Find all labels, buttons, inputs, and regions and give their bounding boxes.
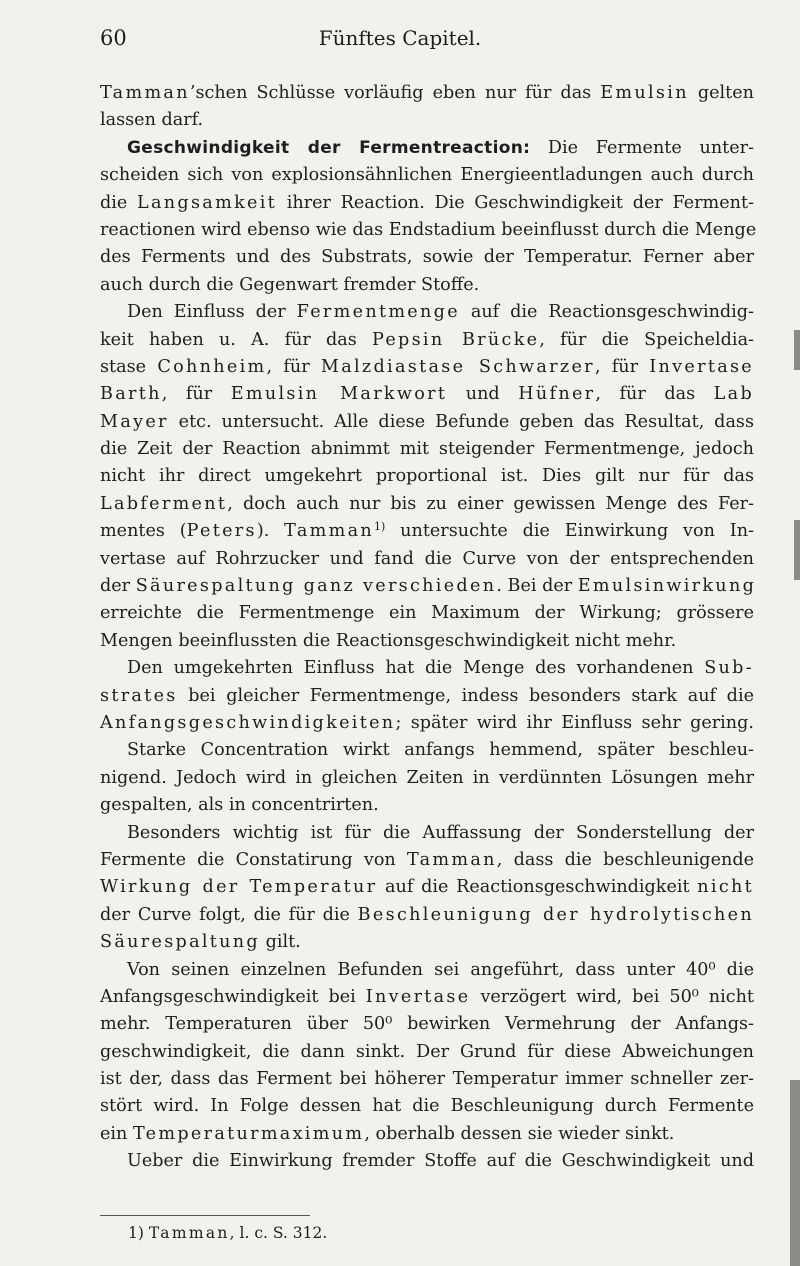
text-line: keit haben u. A. für das Pepsin Brücke, für die Speicheldia-	[100, 329, 754, 350]
text-line: auch durch die Gegenwart fremder Stoffe.	[100, 274, 480, 295]
text-line: Anfangsgeschwindigkeit bei Invertase verzögert wird, bei 50⁰ nicht	[100, 986, 754, 1007]
footnote-reference: 1)	[374, 520, 386, 534]
scan-edge-shadow	[794, 330, 800, 370]
text-line: der Säurespaltung ganz verschieden. Bei der Emulsinwirkung	[100, 576, 757, 597]
text-line: Anfangsgeschwindigkeiten; später wird ihr Einfluss sehr gering.	[100, 712, 754, 733]
text-line: Barth, für Emulsin Markwort und Hüfner, für das Lab	[100, 384, 755, 405]
page-header	[0, 26, 800, 56]
text-line: Den Einfluss der Fermentmenge auf die Reactionsgeschwindig-	[127, 302, 754, 323]
text-line: Starke Concentration wirkt anfangs hemmend, später beschleu-	[127, 740, 754, 761]
text-line: stase Cohnheim, für Malzdiastase Schwarzer, für Invertase	[100, 356, 755, 377]
text-line: die Zeit der Reaction abnimmt mit steigender Fermentmenge, jedoch	[100, 439, 754, 460]
text-line: reactionen wird ebenso wie das Endstadium beeinflusst durch die Menge	[100, 219, 757, 240]
text-line: stört wird. In Folge dessen hat die Beschleunigung durch Fermente	[100, 1096, 754, 1117]
body-text	[100, 80, 757, 1176]
text-line: Mayer etc. untersucht. Alle diese Befunde geben das Resultat, dass	[100, 411, 754, 432]
text-line: Ueber die Einwirkung fremder Stoffe auf die Geschwindigkeit und	[127, 1151, 754, 1172]
text-line: Mengen beeinflussten die Reactionsgeschwindigkeit nicht mehr.	[100, 630, 677, 651]
text-line: Tamman’schen Schlüsse vorläufig eben nur für das Emulsin gelten	[100, 83, 754, 103]
text-line: gespalten, als in concentrirten.	[100, 795, 379, 816]
text-line: ein Temperaturmaximum, oberhalb dessen sie wieder sinkt.	[100, 1123, 675, 1144]
text-line: mehr. Temperaturen über 50⁰ bewirken Vermehrung der Anfangs-	[100, 1014, 754, 1035]
footnote-author: Tamman	[148, 1224, 230, 1242]
text-line: Säurespaltung gilt.	[100, 932, 301, 953]
text-line: des Ferments und des Substrats, sowie der Temperatur. Ferner aber	[100, 247, 754, 268]
footnote-citation: , l. c. S. 312.	[229, 1224, 328, 1242]
text-line: Labferment, doch auch nur bis zu einer gewissen Menge des Fer-	[100, 493, 754, 514]
text-line: mentes (Peters). Tamman$^{1)}$ untersuchte die Einwirkung von In-	[100, 520, 754, 542]
page-number: 60	[100, 26, 127, 50]
text-line: erreichte die Fermentmenge ein Maximum der Wirkung; grössere	[100, 603, 754, 624]
text-line: nigend. Jedoch wird in gleichen Zeiten in verdünnten Lösungen mehr	[100, 767, 754, 788]
footnote-rule	[100, 1215, 310, 1216]
text-line: die Langsamkeit ihrer Reaction. Die Geschwindigkeit der Ferment-	[100, 192, 754, 213]
scan-edge-shadow	[790, 1080, 800, 1266]
running-title: Fünftes Capitel.	[318, 26, 482, 50]
text-line: der Curve folgt, die für die Beschleunigung der hydrolytischen	[100, 904, 754, 925]
text-line: nicht ihr direct umgekehrt proportional ist. Dies gilt nur für das	[100, 466, 754, 487]
text-line: Wirkung der Temperatur auf die Reactionsgeschwindigkeit nicht	[100, 877, 754, 898]
text-line: vertase auf Rohrzucker und fand die Curve von der entsprechenden	[100, 548, 754, 569]
text-line: scheiden sich von explosionsähnlichen Energieentladungen auch durch	[100, 165, 754, 186]
section-heading: Geschwindigkeit der Fermentreaction:	[127, 137, 531, 158]
text-line: Fermente die Constatirung von Tamman, dass die beschleunigende	[100, 849, 754, 870]
text-line: Den umgekehrten Einfluss hat die Menge des vorhandenen Sub-	[127, 658, 754, 679]
text-line: lassen darf.	[100, 110, 204, 131]
footnote	[128, 1220, 327, 1246]
text-line: Besonders wichtig ist für die Auffassung der Sonderstellung der	[127, 822, 754, 843]
text-line: strates bei gleicher Fermentmenge, indess besonders stark auf die	[100, 685, 754, 706]
text-line: ist der, dass das Ferment bei höherer Temperatur immer schneller zer-	[100, 1069, 754, 1090]
text-line: geschwindigkeit, die dann sinkt. Der Grund für diese Abweichungen	[100, 1041, 754, 1062]
scan-edge-shadow	[794, 520, 800, 580]
text-line: Von seinen einzelnen Befunden sei angeführt, dass unter 40⁰ die	[127, 959, 754, 980]
footnote-marker: 1)	[128, 1224, 144, 1242]
section-heading-line: Geschwindigkeit der Fermentreaction: Die Fermente unter-	[127, 137, 754, 158]
